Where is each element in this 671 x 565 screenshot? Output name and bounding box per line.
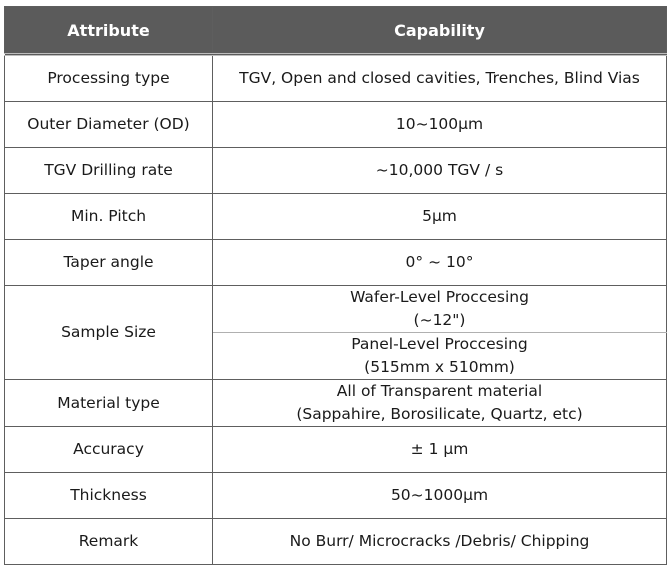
panel-level-label: Panel-Level Proccesing	[351, 335, 528, 353]
table-row-min-pitch	[5, 194, 667, 240]
attribute-cell: Material type	[5, 380, 213, 427]
table-header	[5, 7, 667, 55]
attribute-cell: Processing type	[5, 55, 213, 102]
capability-cell-panel	[213, 333, 667, 380]
capability-cell: ~10,000 TGV / s	[213, 148, 667, 194]
panel-level-size: (515mm x 510mm)	[364, 358, 515, 376]
table-row-remark	[5, 519, 667, 565]
capability-cell	[213, 380, 667, 427]
attribute-cell: TGV Drilling rate	[5, 148, 213, 194]
capability-table	[4, 6, 667, 565]
table-row-outer-diameter	[5, 102, 667, 148]
wafer-level-label: Wafer-Level Proccesing	[350, 288, 529, 306]
table-row-taper-angle	[5, 240, 667, 286]
attribute-cell: Thickness	[5, 473, 213, 519]
attribute-cell: Remark	[5, 519, 213, 565]
capability-cell: 5µm	[213, 194, 667, 240]
attribute-cell: Min. Pitch	[5, 194, 213, 240]
attribute-cell: Outer Diameter (OD)	[5, 102, 213, 148]
attribute-cell: Sample Size	[5, 286, 213, 380]
capability-cell: TGV, Open and closed cavities, Trenches, Blind Vias	[213, 55, 667, 102]
table-row-thickness	[5, 473, 667, 519]
table-row-drilling-rate	[5, 148, 667, 194]
capability-cell: ± 1 µm	[213, 427, 667, 473]
attribute-column-header: Attribute	[5, 7, 213, 55]
header-row	[5, 7, 667, 55]
attribute-cell: Taper angle	[5, 240, 213, 286]
wafer-level-size: (~12")	[413, 311, 466, 329]
capability-cell-wafer	[213, 286, 667, 333]
table-row-sample-size	[5, 286, 667, 333]
capability-cell: 10~100µm	[213, 102, 667, 148]
attribute-cell: Accuracy	[5, 427, 213, 473]
capability-column-header: Capability	[213, 7, 667, 55]
table-row-processing-type	[5, 55, 667, 102]
table-row-material-type	[5, 380, 667, 427]
capability-cell: 0° ~ 10°	[213, 240, 667, 286]
capability-cell: 50~1000µm	[213, 473, 667, 519]
capability-cell: No Burr/ Microcracks /Debris/ Chipping	[213, 519, 667, 565]
table-body	[5, 55, 667, 565]
material-line-1: All of Transparent material	[336, 382, 543, 400]
material-line-2: (Sappahire, Borosilicate, Quartz, etc)	[296, 405, 583, 423]
table-row-accuracy	[5, 427, 667, 473]
